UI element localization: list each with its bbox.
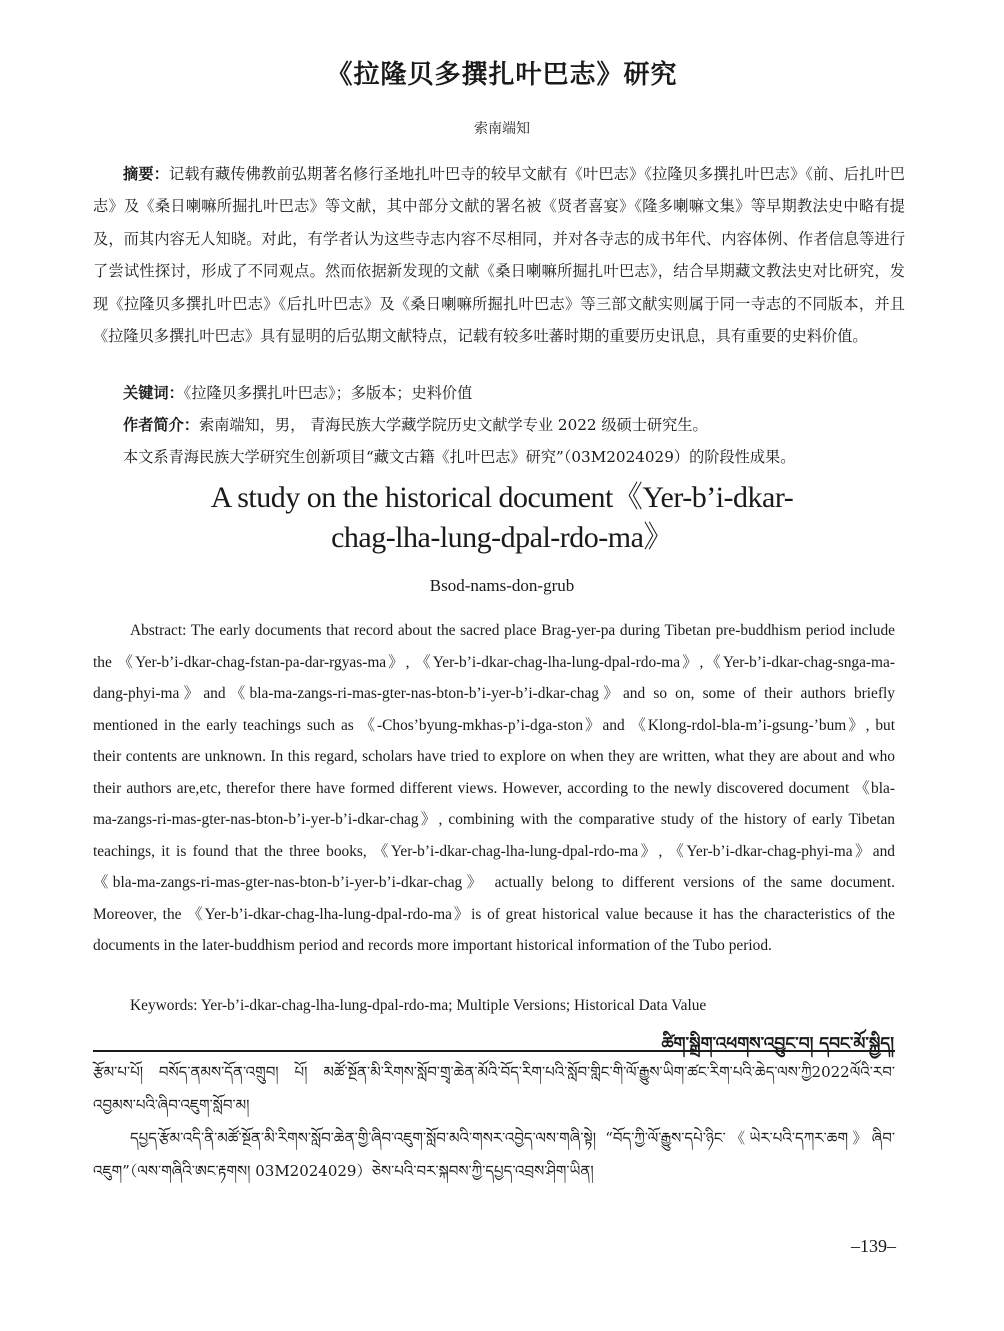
tibetan-funding-note: དཔྱད་རྩོམ་འདི་ནི་མཚོ་སྔོན་མི་རིགས་སློབ་ཆེན་གྱི་ཞིབ་འཇུག་སློབ་མའི་གསར་འབྱེད་ལས་གཞི་སྟེ། “བོད་ཀྱི་ལོ་རྒྱུས་དཔེ་ཉིང་《ཡེར་པའི་དཀར་ཆག》ཞིབ་འཇུག”（ལས་གཞིའི་ཨང་རྟགས། 03M2024029）ཅེས་པའི་བར་སྐབས་ཀྱི་དཔྱད་འབྲས་ཤིག་ཡིན། (93, 1129, 895, 1180)
chinese-funding-note: 本文系青海民族大学研究生创新项目“藏文古籍《扎叶巴志》研究”（03M2024029）的阶段性成果。 (123, 448, 796, 466)
english-author: Bsod-nams-don-grub (429, 576, 575, 595)
page-number: –139– (851, 1236, 896, 1256)
chinese-abstract-label: 摘要： (123, 165, 169, 183)
english-abstract-text: The early documents that record about the sacred place Brag-yer-pa during Tibetan pre-buddhism period include the 《Yer-b’i-dkar-chag-fstan-pa-dar-rgyas-ma》, 《Yer-b’i-dkar-chag-lha-lung-dpal-rdo-ma》,《Yer-b’i-dkar-chag-snga-ma-dang-phyi-ma》and《bla-ma-zangs-ri-mas-gter-nas-bton-b’i-yer-b’i-dkar-chag》and so on, some of their authors briefly mentioned in the early teachings such as 《-Chos’byung-mkhas-p’i-dga-ston》and 《Klong-rdol-bla-m’i-gsung-’bum》, but their contents are unknown. In this regard, scholars have tried to explore on when they are written, what they are about and who their authors are,etc, therefor there have formed different views. However, according to the newly discovered document 《bla-ma-zangs-ri-mas-gter-nas-bton-b’i-yer-b’i-dkar-chag》, combining with the comparative study of the history of early Tibetan teachings, it is found that the three books, 《Yer-b’i-dkar-chag-lha-lung-dpal-rdo-ma》, 《Yer-b’i-dkar-chag-phyi-ma》and《bla-ma-zangs-ri-mas-gter-nas-bton-b’i-yer-b’i-dkar-chag》 actually belong to different versions of the same document. Moreover, the 《Yer-b’i-dkar-chag-lha-lung-dpal-rdo-ma》is of great historical value because it has the characteristics of the documents in the later-buddhism period and records more important historical information of the Tubo period. (93, 622, 895, 954)
english-keywords (130, 995, 900, 1017)
english-title-text: A study on the historical document《Yer-b’i-dkar-chag-lha-lung-dpal-rdo-ma》 (210, 481, 794, 554)
chinese-keywords-label: 关键词： (123, 384, 184, 402)
chinese-keywords-text: 《拉隆贝多撰扎叶巴志》；多版本；史料价值 (183, 384, 473, 402)
english-keywords-text: Yer-b’i-dkar-chag-lha-lung-dpal-rdo-ma; Multiple Versions; Historical Data Value (200, 997, 707, 1014)
chinese-keywords (123, 383, 913, 403)
english-abstract (93, 615, 895, 962)
chinese-author-bio (123, 415, 913, 435)
english-keywords-label: Keywords: (130, 997, 198, 1014)
chinese-title: 《拉隆贝多撰扎叶巴志》研究 (326, 60, 678, 90)
section-divider (93, 1050, 895, 1052)
tibetan-heading: ཚིག་སྒྲིག་འཕགས་འབྱུང་བ། དབང་མོ་སྐྱིད། (661, 1034, 894, 1054)
chinese-abstract-text: 记载有藏传佛教前弘期著名修行圣地扎叶巴寺的较早文献有《叶巴志》《拉隆贝多撰扎叶巴志》《前、后扎叶巴志》及《桑日喇嘛所掘扎叶巴志》等文献，其中部分文献的署名被《贤者喜宴》《隆多喇嘛文集》等早期教法史中略有提及，而其内容无人知晓。对此，有学者认为这些寺志内容不尽相同，并对各寺志的成书年代、内容体例、作者信息等进行了尝试性探讨，形成了不同观点。然而依据新发现的文献《桑日喇嘛所掘扎叶巴志》，结合早期藏文教法史对比研究，发现《拉隆贝多撰扎叶巴志》《后扎叶巴志》及《桑日喇嘛所掘扎叶巴志》等三部文献实则属于同一寺志的不同版本，并且《拉隆贝多撰扎叶巴志》具有显明的后弘期文献特点，记载有较多吐蕃时期的重要历史讯息，具有重要的史料价值。 (93, 165, 905, 346)
chinese-author: 索南端知 (474, 121, 530, 137)
tibetan-author-info: རྩོམ་པ་པོ། བསོད་ནམས་དོན་འགྲུབ། པོ། མཚོ་སྔོན་མི་རིགས་སློབ་གྲྭ་ཆེན་མོའི་བོད་རིག་པའི་སློབ་གླིང་གི་ལོ་རྒྱུས་ཡིག་ཚང་རིག་པའི་ཆེད་ལས་ཀྱི2022ལོའི་རབ་འབྱམས་པའི་ཞིབ་འཇུག་སློབ་མ། (93, 1063, 895, 1114)
english-title (0, 478, 1004, 558)
chinese-abstract (93, 158, 905, 352)
english-abstract-label: Abstract: (130, 622, 187, 639)
chinese-author-bio-label: 作者简介： (123, 416, 199, 434)
chinese-author-bio-text: 索南端知，男， 青海民族大学藏学院历史文献学专业 2022 级硕士研究生。 (198, 416, 708, 434)
